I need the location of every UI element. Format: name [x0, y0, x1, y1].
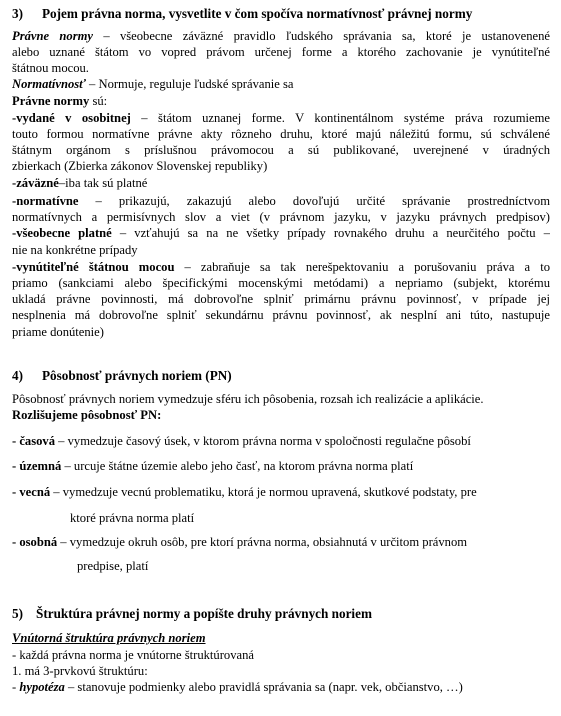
paragraph-line: Právne normy sú: [12, 94, 108, 108]
term: hypotéza [19, 680, 65, 694]
paragraph-line: -vydané v osobitnej – štátom uznanej forme. V kontinentálnom systéme práva rozumieme [12, 111, 550, 125]
term: -záväzné [12, 176, 59, 190]
term: Právne normy [12, 94, 90, 108]
term: - vecná [12, 485, 51, 499]
term: Normatívnosť [12, 77, 86, 91]
paragraph-line: -normatívne – prikazujú, zakazujú alebo dovoľujú určité správanie prostredníctvom [12, 194, 550, 208]
paragraph-line: priamo (sankciami alebo špecifickými mocenskými metódami) a nepriamo (subjekt, ktorému [12, 276, 550, 290]
section-number: 3) [12, 6, 23, 21]
paragraph-line: -vynútiteľné štátnou mocou – zabraňuje sa tak nerešpektovaniu a porušovaniu práva a to [12, 260, 550, 274]
list-item-casova: - časová – vymedzuje časový úsek, v ktorom právna norma v spoločnosti regulačne pôsobí [12, 434, 471, 448]
paragraph-line: - každá právna norma je vnútorne štruktúrovaná [12, 648, 254, 662]
list-item-osobna: - osobná – vymedzuje okruh osôb, pre ktorí právna norma, obsiahnutá v určitom právnom [12, 535, 468, 549]
list-item-uzemna: - územná – urcuje štátne územie alebo jeho časť, na ktorom právna norma platí [12, 459, 414, 473]
paragraph-line: priame donútenie) [12, 325, 104, 339]
paragraph-line: štátnou mocou. [12, 61, 89, 75]
section-5-heading [12, 605, 550, 622]
section-3-heading [12, 5, 550, 22]
section-title: Pôsobnosť právnych noriem (PN) [42, 368, 232, 383]
paragraph-line: ukladá právne povinnosti, má dobrovoľne splniť primárnu právnu povinnosť, v prípade jej [12, 292, 550, 306]
paragraph-line: nesplnenia má dobrovoľne splniť sekundárnu právnu povinnosť, ak nesplní ani túto, nastupuje [12, 308, 550, 322]
term: - osobná [12, 535, 58, 549]
paragraph-line: touto formou normatívne právne akty rôzneho druhu, ktoré majú náležitú formu, sú schválené [12, 127, 550, 141]
section-number: 5) [12, 606, 23, 621]
term: - územná [12, 459, 62, 473]
section-number: 4) [12, 368, 23, 383]
paragraph-line: -všeobecne platné – vzťahujú sa na ne všetky prípady rovnakého druhu a neurčitého počtu – [12, 226, 550, 240]
paragraph-line: predpise, platí [77, 559, 149, 573]
paragraph-line: ktoré právna norma platí [70, 511, 195, 525]
section-4-heading [12, 367, 550, 384]
paragraph-line: normatívnych a permisívnych slov a viet (v právnom jazyku, v jazyku právnych predpisov) [12, 210, 550, 224]
term: Právne normy [12, 29, 93, 43]
term: -všeobecne platné [12, 226, 112, 240]
paragraph-line: alebo uznané štátom vo vopred právom určenej forme a ktorého zachovanie je vynútiteľné [12, 45, 550, 59]
section-title: Štruktúra právnej normy a popíšte druhy právnych noriem [36, 606, 372, 621]
paragraph-line: 1. má 3-prvkovú štruktúru: [12, 664, 148, 678]
term: -vydané v osobitnej [12, 111, 131, 125]
paragraph-line: zbierkach (Zbierka zákonov Slovenskej republiky) [12, 159, 268, 173]
paragraph-line: -záväzné–iba tak sú platné [12, 176, 148, 190]
subheading: Vnútorná štruktúra právnych noriem [12, 631, 206, 645]
list-item-vecna: - vecná – vymedzuje vecnú problematiku, ktorá je normou upravená, skutkové podstaty, pre [12, 485, 477, 499]
paragraph-line: nie na konkrétne prípady [12, 243, 138, 257]
paragraph-line: - hypotéza – stanovuje podmienky alebo pravidlá správania sa (napr. vek, občianstvo, …) [12, 680, 463, 694]
paragraph-line: Právne normy – všeobecne záväzné pravidlo ľudského správania sa, ktoré je ustanovenené [12, 29, 550, 43]
term: - časová [12, 434, 56, 448]
section-title: Pojem právna norma, vysvetlite v čom spočíva normatívnosť právnej normy [42, 6, 473, 21]
term: -normatívne [12, 194, 79, 208]
paragraph-line: Pôsobnosť právnych noriem vymedzuje sféru ich pôsobenia, rozsah ich realizácie a aplikácie. [12, 392, 484, 406]
paragraph-line: Rozlišujeme pôsobnosť PN: [12, 408, 162, 422]
term: -vynútiteľné štátnou mocou [12, 260, 175, 274]
paragraph-line: Normatívnosť – Normuje, reguluje ľudské správanie sa [12, 77, 294, 91]
paragraph-line: štátnym orgánom s príslušnou právomocou a sú publikované, uverejnené v úradných [12, 143, 550, 157]
